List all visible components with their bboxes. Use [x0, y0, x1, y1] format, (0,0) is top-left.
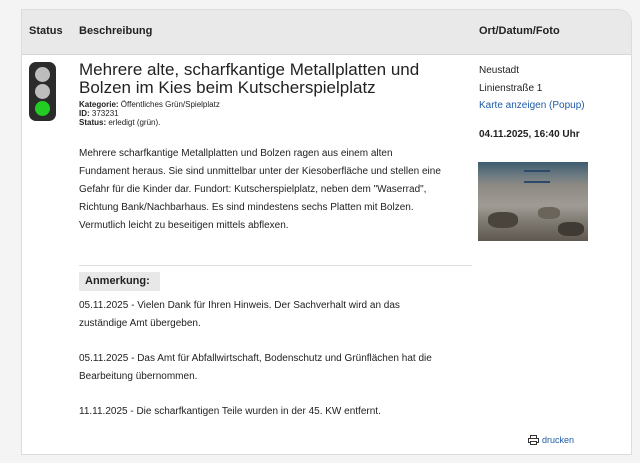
traffic-light-icon [29, 62, 56, 121]
status-label: Status: [79, 118, 107, 127]
table-header [22, 10, 631, 55]
id-label: ID: [79, 109, 90, 118]
id-line [79, 109, 119, 118]
print-link[interactable] [528, 435, 574, 445]
annotation-note [79, 350, 471, 386]
traffic-light-yellow-lamp [35, 84, 50, 99]
traffic-light-green-lamp [35, 101, 50, 116]
annotation-note [79, 403, 471, 421]
annotation-line: 11.11.2025 - Die scharfkantigen Teile wurden in der 45. KW entfernt. [79, 406, 381, 417]
description-line: Mehrere scharfkantige Metallplatten und Bolzen ragen aus einem alten [79, 148, 393, 159]
description-line: Richtung Bank/Nachbarhaus. Es sind mindestens sechs Platten mit Bolzen. [79, 202, 414, 213]
map-popup-link[interactable]: Karte anzeigen (Popup) [479, 100, 585, 111]
section-divider [79, 265, 472, 266]
header-status: Status [29, 25, 63, 37]
id-value: 373231 [91, 109, 119, 118]
rock-shape [488, 212, 518, 228]
annotation-line: 05.11.2025 - Vielen Dank für Ihren Hinweis. Der Sachverhalt wird an das [79, 300, 400, 311]
rock-shape [558, 222, 584, 236]
location-district: Neustadt [479, 65, 520, 76]
category-value: Öffentliches Grün/Spielplatz [120, 100, 220, 109]
report-photo[interactable] [478, 162, 588, 241]
header-location: Ort/Datum/Foto [479, 25, 560, 37]
traffic-light-red-lamp [35, 67, 50, 82]
report-description [79, 145, 477, 235]
report-datetime: 04.11.2025, 16:40 Uhr [479, 129, 580, 140]
category-label: Kategorie: [79, 100, 119, 109]
printer-icon [528, 435, 539, 445]
report-card [21, 9, 632, 455]
description-line: Fundament heraus. Sie sind unmittelbar unter der Kiesoberfläche und stellen eine [79, 166, 441, 177]
status-line [79, 118, 160, 127]
bench-shape [524, 170, 550, 183]
rock-shape [538, 207, 560, 219]
description-line: Vermutlich leicht zu beseitigen mittels abflexen. [79, 220, 289, 231]
report-title: Mehrere alte, scharfkantige Metallplatten und Bolzen im Kies beim Kutscherspielplatz [79, 60, 420, 97]
annotation-line: 05.11.2025 - Das Amt für Abfallwirtschaft, Bodenschutz und Grünflächen hat die [79, 353, 432, 364]
status-value: erledigt (grün). [108, 118, 161, 127]
header-description: Beschreibung [79, 25, 153, 37]
print-label: drucken [542, 435, 575, 445]
category-line [79, 100, 220, 109]
annotation-heading: Anmerkung: [79, 272, 160, 291]
description-line: Gefahr für die Kinder dar. Fundort: Kutscherspielplatz, neben dem "Waserrad", [79, 184, 427, 195]
annotation-note [79, 297, 471, 333]
annotation-line: zuständige Amt übergeben. [79, 318, 201, 329]
location-street: Linienstraße 1 [479, 83, 543, 94]
annotation-line: Bearbeitung übernommen. [79, 371, 198, 382]
